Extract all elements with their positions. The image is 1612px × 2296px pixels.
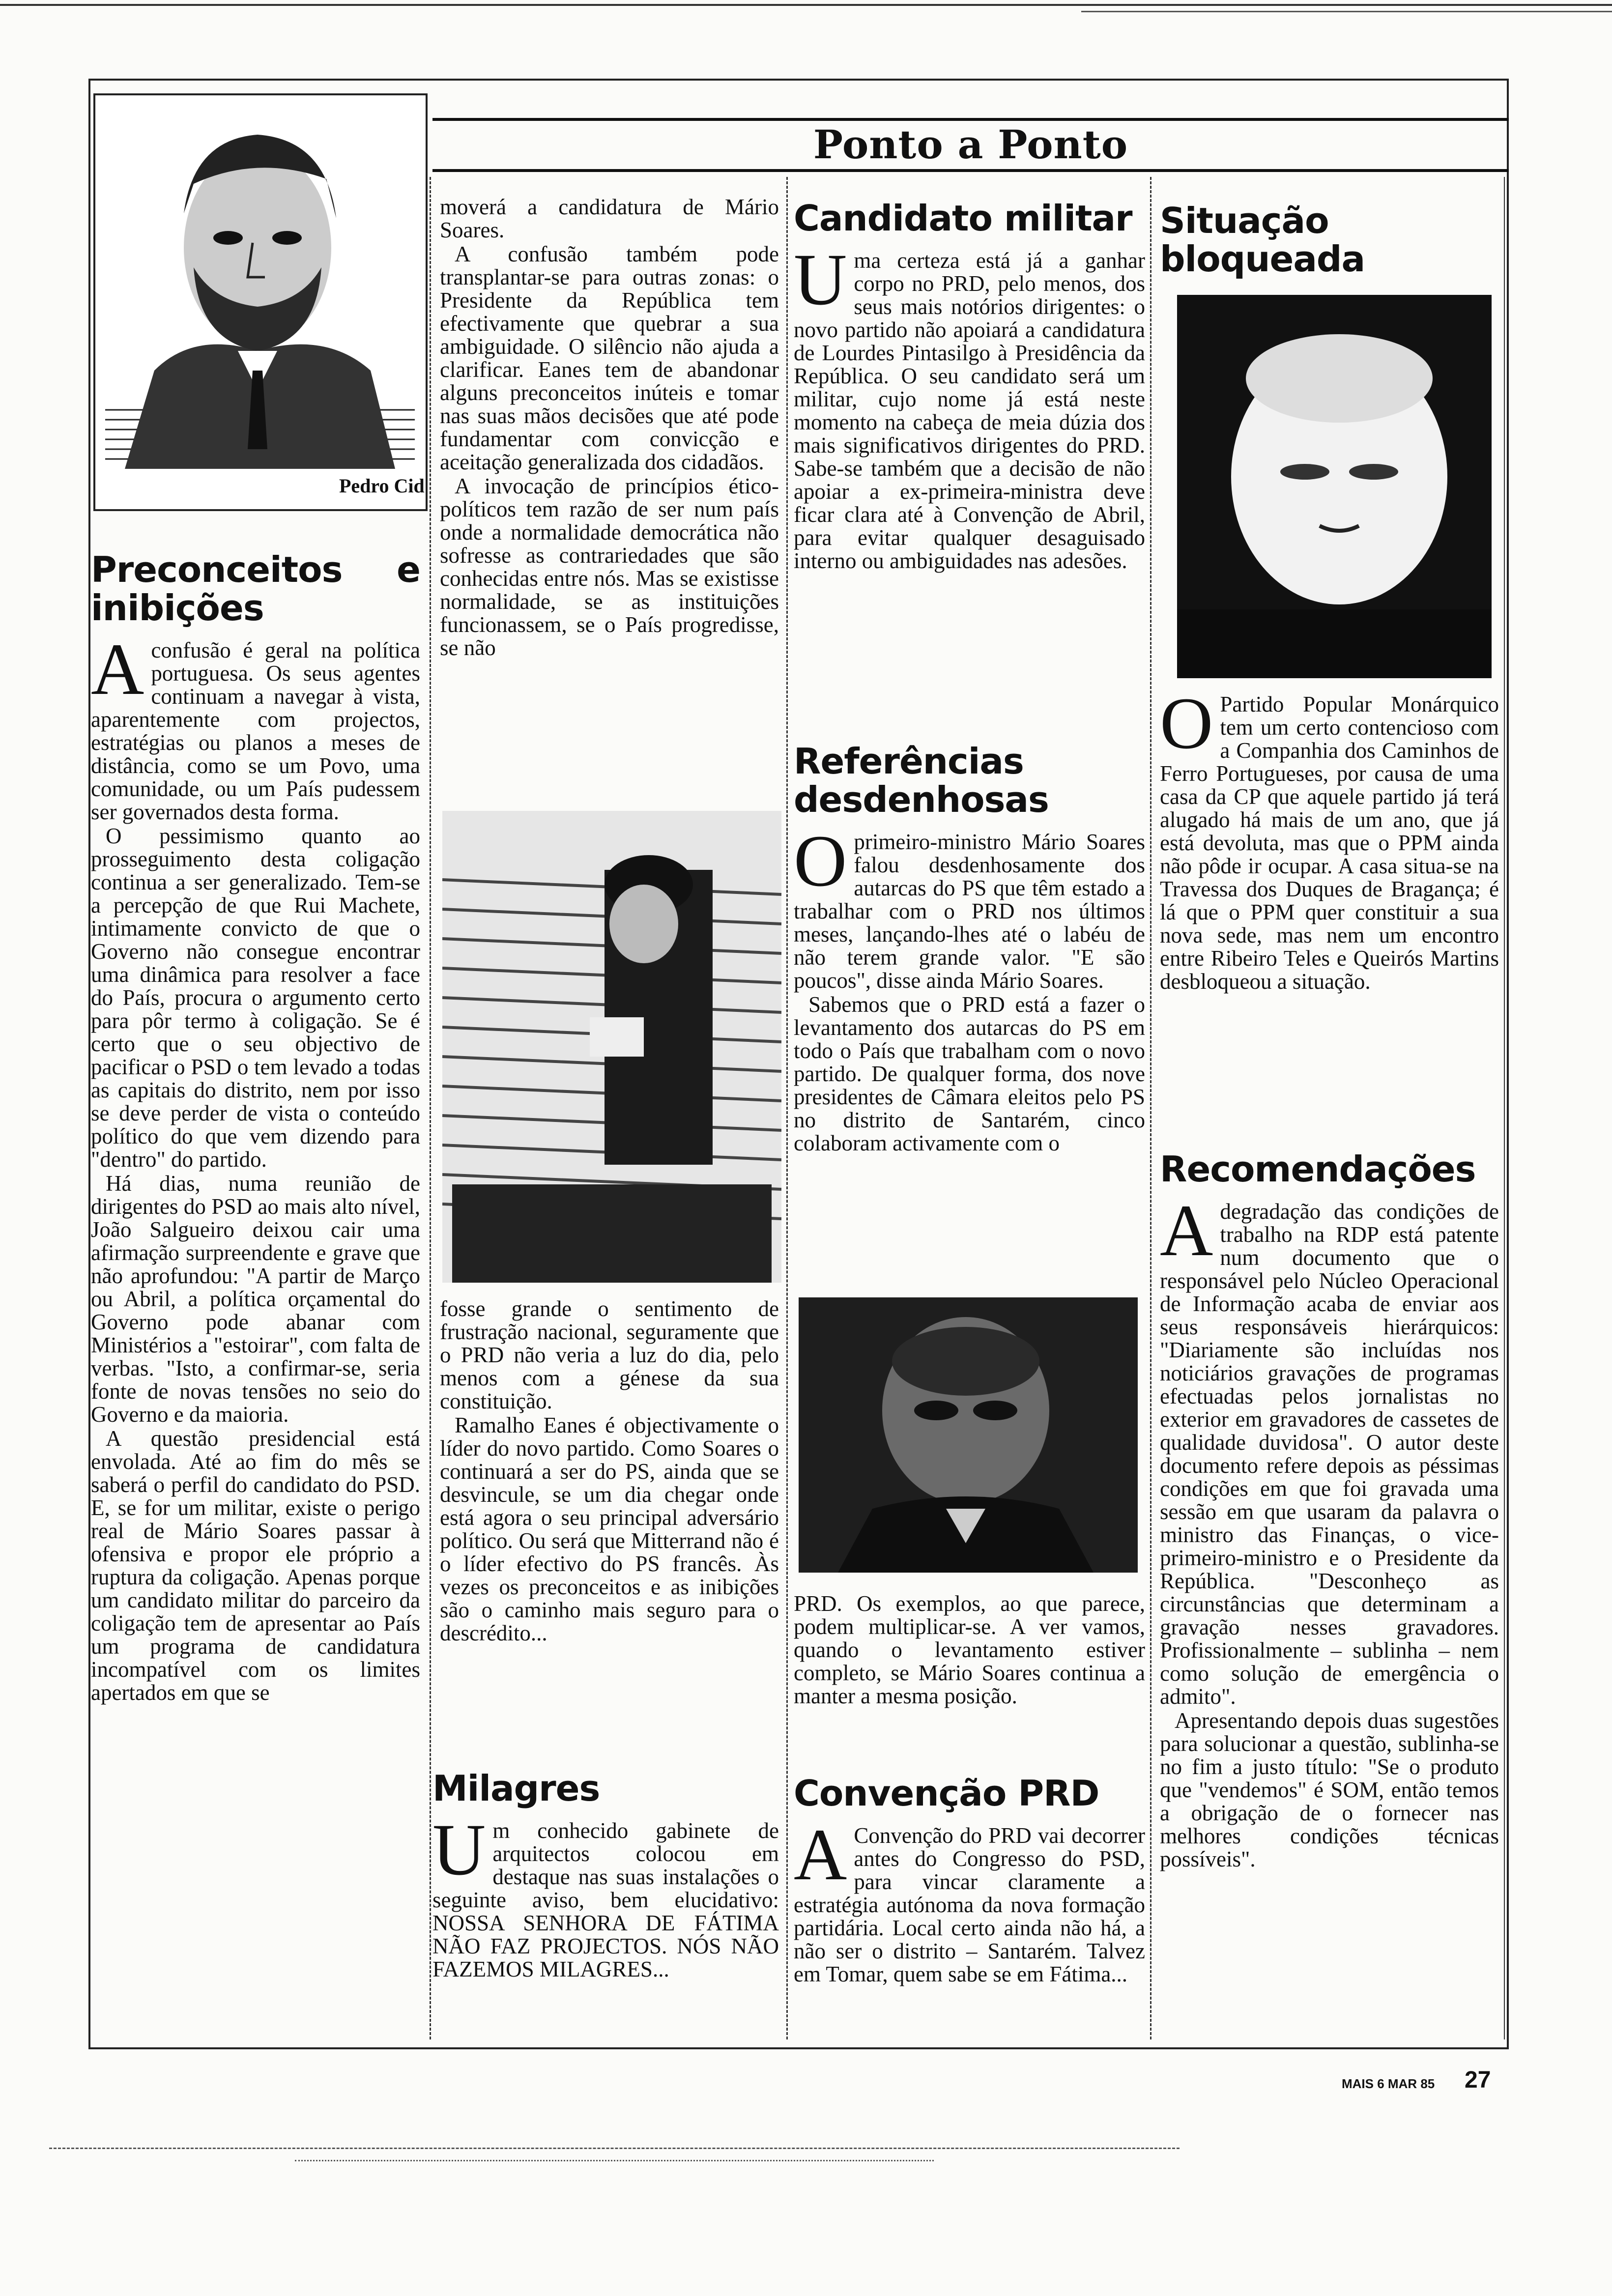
scan-bottom-line — [49, 2148, 1180, 2149]
ppm-photo — [1177, 295, 1492, 678]
eanes-photo-image — [442, 811, 781, 1283]
article-paragraph: Adegradação das condições de trabalho na RDP está patente num documento que o responsável pelo Núcleo Operacional de Informação acaba de enviar aos seus responsáveis hierárquicos: "Diariamente são incluídas nos noticiários gravações de programas efectuadas pelos jornalistas no exterior em gravadores de cassetes de qualidade duvidosa". O autor deste documento refere depois as péssimas condições em que foi gravada uma sessão em que usaram da palavra o ministro das Finanças, o vice-primeiro-ministro e o Presidente da República. "Desconheço as circunstâncias que determinam a gravação nesses gravadores. Profissionalmente – sublinha – nem como solução de emergência o admito". — [1160, 1190, 1499, 1709]
article-paragraph: O pessimismo quanto ao prosseguimento desta coligação continua a ser generalizado. Tem-se a percepção de que Rui Machete, intimamente convicto de que o Governo não consegue encontrar uma dinâmica para resolver a face do País, procura o argumento certo para pôr termo à coligação. Se é certo que o seu objectivo de pacificar o PSD o tem levado a todas as capitais do distrito, nem por isso se deve perder de vista o conteúdo político do que vem dizendo para "dentro" do partido. — [91, 824, 420, 1172]
article-paragraph: moverá a candidatura de Mário Soares. — [440, 195, 779, 242]
article-milagres — [432, 1769, 779, 1982]
article-preconceitos — [91, 550, 420, 1705]
dropcap: A — [1160, 1190, 1213, 1271]
article-paragraph: fosse grande o sentimento de frustração nacional, seguramente que o PRD não veria a luz do dia, pelo menos com a génese da sua constituição. — [440, 1296, 779, 1413]
article-paragraph: PRD. Os exemplos, ao que parece, podem multiplicar-se. A ver vamos, quando o levantamento estiver completo, se Mário Soares continua a manter a mesma posição. — [794, 1591, 1145, 1708]
article-paragraph: Apresentando depois duas sugestões para solucionar a questão, sublinha-se no fim a justo título: "Se o produto que "vendemos" é SOM, então temos a obrigação de o fornecer nas melhores condições técnicas possíveis". — [1160, 1708, 1499, 1871]
article-paragraph: A invocação de princípios ético-políticos tem razão de ser num país onde a normalidade democrática não sofresse as contrariedades que são conhecidas entre nós. Mas se existisse normalidade, se as instituições funcionassem, se o País progredisse, se não — [440, 474, 779, 660]
dropcap: U — [432, 1809, 486, 1891]
headline-preconceitos: Preconceitos e inibições — [91, 549, 420, 629]
portrait-caption: Pedro Cid — [339, 475, 425, 497]
article-paragraph: Há dias, numa reunião de dirigentes do PSD ao mais alto nível, João Salgueiro deixou cair uma afirmação surpreendente e grave que não aprofundou: "A partir de Março ou Abril, a política orçamental do Governo pode abanar com Ministérios a "estoirar", com falta de verbas. "Isto, a confirmar-se, seria fonte de novas tensões no seio do Governo e da maioria. — [91, 1171, 420, 1427]
article-paragraph: A Convenção do PRD vai decorrer antes do Congresso do PSD, para vincar claramente a estratégia autónoma da nova formação partidária. Local certo ainda não há, a não ser o distrito – Santarém. Talvez em Tomar, quem sabe se em Fátima... — [794, 1814, 1145, 1986]
article-recomendacoes — [1160, 1150, 1499, 1872]
headline-convencao: Convenção PRD — [794, 1773, 1099, 1814]
article-convencao — [794, 1774, 1145, 1987]
article-paragraph: O Partido Popular Monárquico tem um certo contencioso com a Companhia dos Caminhos de Ferro Portugueses, por causa de uma casa da CP que aquele partido já terá alugado há mais de um ano, que já está devoluta, mas que o PPM ainda não pôde ir ocupar. A casa situa-se na Travessa dos Duques de Bragança; é lá que o PPM quer constituir a sua nova sede, mas nem um encontro entre Ribeiro Teles e Queirós Martins desbloqueou a situação. — [1160, 683, 1499, 994]
soares-photo — [799, 1297, 1138, 1573]
article-situacao — [1160, 201, 1499, 290]
article-paragraph: Uma certeza está já a ganhar corpo no PRD, pelo menos, dos seus mais notórios dirigentes: o novo partido não apoiará a candidatura de Lourdes Pintasilgo à Presidência da República. O seu candidato será um militar, cujo nome já está neste momento na cabeça de meia dúzia dos mais significativos dirigentes do PRD. Sabe-se também que a decisão de não apoiar a ex-primeira-ministra deve ficar clara até à Convenção de Abril, para evitar qualquer desaguisado interno ou ambiguidades nas adesões. — [794, 239, 1145, 573]
page-number: 27 — [1465, 2067, 1491, 2093]
article-candidato-militar — [794, 199, 1145, 574]
author-portrait — [93, 93, 428, 511]
article-paragraph: Um conhecido gabinete de arquitectos colocou em destaque nas suas instalações o seguinte aviso, bem elucidativo: NOSSA SENHORA DE FÁTIMA NÃO FAZ PROJECTOS. NÓS NÃO FAZEMOS MILAGRES... — [432, 1809, 779, 1981]
column-divider-3 — [1150, 177, 1151, 2039]
article-referencias-end — [794, 1592, 1145, 1709]
headline-referencias: Referências desdenhosas — [794, 741, 1049, 820]
scan-top-line-2 — [1081, 11, 1612, 12]
headline-milagres: Milagres — [432, 1768, 600, 1809]
article-situacao-body — [1160, 683, 1499, 994]
dropcap: A — [794, 1814, 847, 1895]
section-title: Ponto a Ponto — [813, 121, 1128, 168]
eanes-photo — [442, 811, 781, 1283]
article-preconceitos-end — [440, 1297, 779, 1646]
section-header — [432, 118, 1509, 172]
dropcap: O — [1160, 683, 1213, 764]
ppm-photo-image — [1177, 295, 1492, 678]
article-paragraph: Sabemos que o PRD está a fazer o levantamento dos autarcas do PS em todo o País que trabalham com o novo partido. De qualquer forma, dos nove presidentes de Câmara eleitos pelo PS no distrito de Santarém, cinco colaboram activamente com o — [794, 992, 1145, 1155]
dropcap: O — [794, 820, 847, 902]
column-divider-1 — [430, 177, 431, 2039]
article-paragraph: Ramalho Eanes é objectivamente o líder do novo partido. Como Soares o continuará a ser do PS, ainda que se desvincule, se um dia chegar onde está agora o seu principal adversário político. Ou será que Mitterrand não é o líder efectivo do PS francês. Às vezes os preconceitos e as inibições são o caminho mais seguro para o descrédito... — [440, 1413, 779, 1645]
column-divider-4 — [1504, 177, 1505, 2039]
article-preconceitos-cont — [440, 196, 779, 660]
publication-label: MAIS 6 MAR 85 — [1342, 2076, 1435, 2091]
soares-photo-image — [799, 1297, 1138, 1573]
headline-recomendacoes: Recomendações — [1160, 1148, 1476, 1190]
portrait-illustration — [95, 95, 426, 509]
headline-situacao: Situação bloqueada — [1160, 200, 1365, 280]
article-paragraph: Aconfusão é geral na política portuguesa. Os seus agentes continuam a navegar à vista, aparentemente com projectos, estratégias ou planos a meses de distância, como se um Povo, uma comunidade, ou um País pudessem ser governados desta forma. — [91, 629, 420, 824]
dropcap: U — [794, 239, 847, 320]
article-paragraph: A confusão também pode transplantar-se para outras zonas: o Presidente da República tem efectivamente que quebrar a sua ambiguidade. O silêncio não ajuda a clarificar. Eanes tem de abandonar alguns preconceitos inúteis e tomar nas suas mãos decisões que até pode fundamentar com convicção e aceitação generalizada dos cidadãos. — [440, 242, 779, 474]
scan-bottom-line-2 — [295, 2160, 934, 2161]
dropcap: A — [91, 629, 144, 710]
article-paragraph: A questão presidencial está envolada. Até ao fim do mês se saberá o perfil do candidato do PSD. E, se for um militar, existe o perigo real de Mário Soares passar à ofensiva e propor ele próprio a ruptura da coligação. Apenas porque um candidato militar do parceiro da coligação tem de apresentar ao País um programa de candidatura incompatível com os limites apertados em que se — [91, 1426, 420, 1705]
column-divider-2 — [786, 177, 788, 2039]
article-paragraph: Oprimeiro-ministro Mário Soares falou desdenhosamente dos autarcas do PS que têm estado a trabalhar com o PRD nos últimos meses, lançando-lhes até o labéu de não terem grande valor. "E são poucos", disse ainda Mário Soares. — [794, 820, 1145, 993]
scan-top-line — [0, 4, 1612, 6]
article-referencias — [794, 742, 1145, 1156]
headline-candidato-militar: Candidato militar — [794, 198, 1132, 239]
